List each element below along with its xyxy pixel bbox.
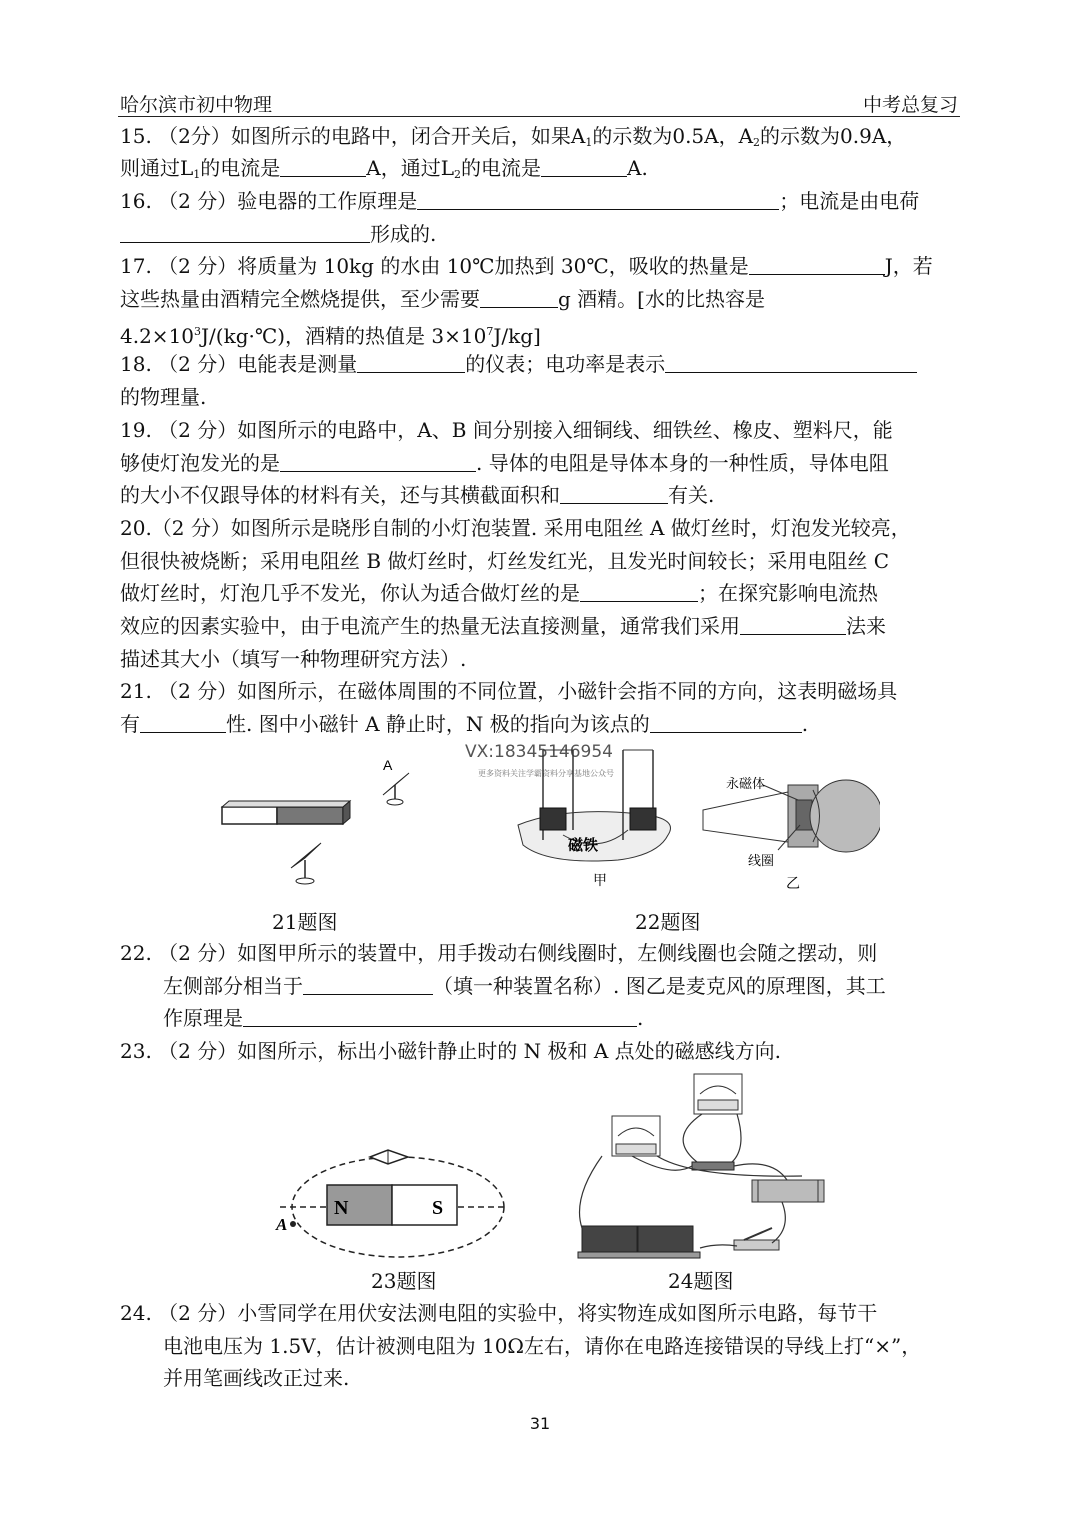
magnet-label: 磁铁 [568, 836, 599, 854]
answer-blank[interactable] [480, 288, 558, 308]
q20-line-5: 描述其大小（填写一种物理研究方法）. [120, 647, 467, 671]
answer-blank[interactable] [560, 484, 668, 504]
q19-line-3: 的大小不仅跟导体的材料有关，还与其横截面积和 有关. [120, 483, 715, 507]
answer-blank[interactable] [120, 223, 370, 243]
q22-line-2: 左侧部分相当于 （填一种装置名称）. 图乙是麦克风的原理图，其工 [163, 974, 886, 998]
yi-label: 乙 [786, 876, 800, 892]
q22-line-1: 22. （2 分）如图甲所示的装置中，用手拨动右侧线圈时，左侧线圈也会随之摆动，则 [120, 941, 878, 965]
compass-a-label: A [383, 757, 393, 773]
figure-22-caption: 22题图 [635, 910, 701, 934]
q22-line-3: 作原理是 . [163, 1006, 644, 1030]
jia-label: 甲 [593, 873, 607, 889]
figure-21-magnet-compass [215, 755, 430, 890]
figure-23-bar-magnet [270, 1140, 510, 1268]
answer-blank[interactable] [357, 353, 465, 373]
answer-blank[interactable] [580, 582, 698, 602]
answer-blank[interactable] [740, 615, 846, 635]
figure-24-circuit [572, 1068, 844, 1264]
coil-label: 线圈 [748, 854, 775, 869]
q21-line-2: 有 性. 图中小磁针 A 静止时，N 极的指向为该点的 . [120, 712, 809, 736]
q16-line-1: 16. （2 分）验电器的工作原理是 ；电流是由电荷 [120, 189, 920, 213]
q15-line-2: 则通过$L_1$的电流是 A，通过$L_2$的电流是 A. [120, 156, 648, 181]
q17-line-3: $4.2\times 10^3J/(kg\cdot℃)$，酒精的热值是 $3\times 10^7J/kg$] [120, 324, 541, 348]
south-label: S [432, 1197, 444, 1219]
answer-blank[interactable] [303, 975, 433, 995]
north-label: N [334, 1197, 349, 1219]
q21-line-1: 21. （2 分）如图所示，在磁体周围的不同位置，小磁针会指不同的方向，这表明磁场具 [120, 679, 898, 703]
page-number: 31 [529, 1414, 551, 1433]
answer-blank[interactable] [280, 452, 476, 472]
figure-23-caption: 23题图 [371, 1269, 437, 1293]
q16-line-2: 形成的. [120, 222, 436, 246]
q20-line-1: 20.（2 分）如图所示是晓彤自制的小灯泡装置. 采用电阻丝 A 做灯丝时，灯泡发光较亮， [120, 516, 911, 540]
answer-blank[interactable] [280, 157, 366, 177]
q23-line-1: 23. （2 分）如图所示，标出小磁针静止时的 N 极和 A 点处的磁感线方向. [120, 1039, 781, 1063]
q24-line-3: 并用笔画线改正过来. [163, 1366, 350, 1390]
figure-21-caption: 21题图 [272, 910, 338, 934]
permanent-magnet-label: 永磁体 [726, 777, 766, 792]
answer-blank[interactable] [541, 157, 627, 177]
watermark-text: VX:18345146954 [465, 742, 613, 762]
q17-line-1: 17. （2 分）将质量为 10kg 的水由 10℃加热到 30℃，吸收的热量是 J，若 [120, 254, 933, 278]
q19-line-2: 够使灯泡发光的是 . 导体的电阻是导体本身的一种性质，导体电阻 [120, 451, 889, 475]
figure-24-caption: 24题图 [668, 1269, 734, 1293]
answer-blank[interactable] [243, 1007, 637, 1027]
q18-line-2: 的物理量. [120, 385, 207, 409]
q24-line-2: 电池电压为 1.5V，估计被测电阻为 10Ω左右，请你在电路连接错误的导线上打“×”， [163, 1334, 922, 1358]
header-right: 中考总复习 [862, 94, 958, 116]
point-a-label: A [276, 1215, 288, 1234]
answer-blank[interactable] [665, 353, 917, 373]
answer-blank[interactable] [749, 255, 885, 275]
q20-line-3: 做灯丝时，灯泡几乎不发光，你认为适合做灯丝的是 ；在探究影响电流热 [120, 581, 878, 605]
q17-line-2: 这些热量由酒精完全燃烧提供，至少需要 g 酒精。[水的比热容是 [120, 287, 765, 311]
q15-line-1: 15. （2分）如图所示的电路中，闭合开关后，如果$A_1$的示数为0.5A，$A_2$的示数为0.9A， [120, 124, 907, 149]
watermark-subtext: 更多资料关注学霸资料分享基地公众号 [478, 769, 614, 778]
q19-line-1: 19. （2 分）如图所示的电路中，A、B 间分别接入细铜线、细铁丝、橡皮、塑料尺，能 [120, 418, 893, 442]
page-header [118, 90, 960, 117]
q20-line-2: 但很快被烧断；采用电阻丝 B 做灯丝时，灯丝发红光，且发光时间较长；采用电阻丝 C [120, 549, 890, 573]
answer-blank[interactable] [140, 713, 226, 733]
q18-line-1: 18. （2 分）电能表是测量 的仪表；电功率是表示 [120, 352, 917, 376]
figure-22-device [508, 730, 880, 895]
header-left: 哈尔滨市初中物理 [120, 94, 273, 116]
q20-line-4: 效应的因素实验中，由于电流产生的热量无法直接测量，通常我们采用 法来 [120, 614, 886, 638]
answer-blank[interactable] [417, 190, 779, 210]
q24-line-1: 24. （2 分）小雪同学在用伏安法测电阻的实验中，将实物连成如图所示电路，每节干 [120, 1301, 878, 1325]
